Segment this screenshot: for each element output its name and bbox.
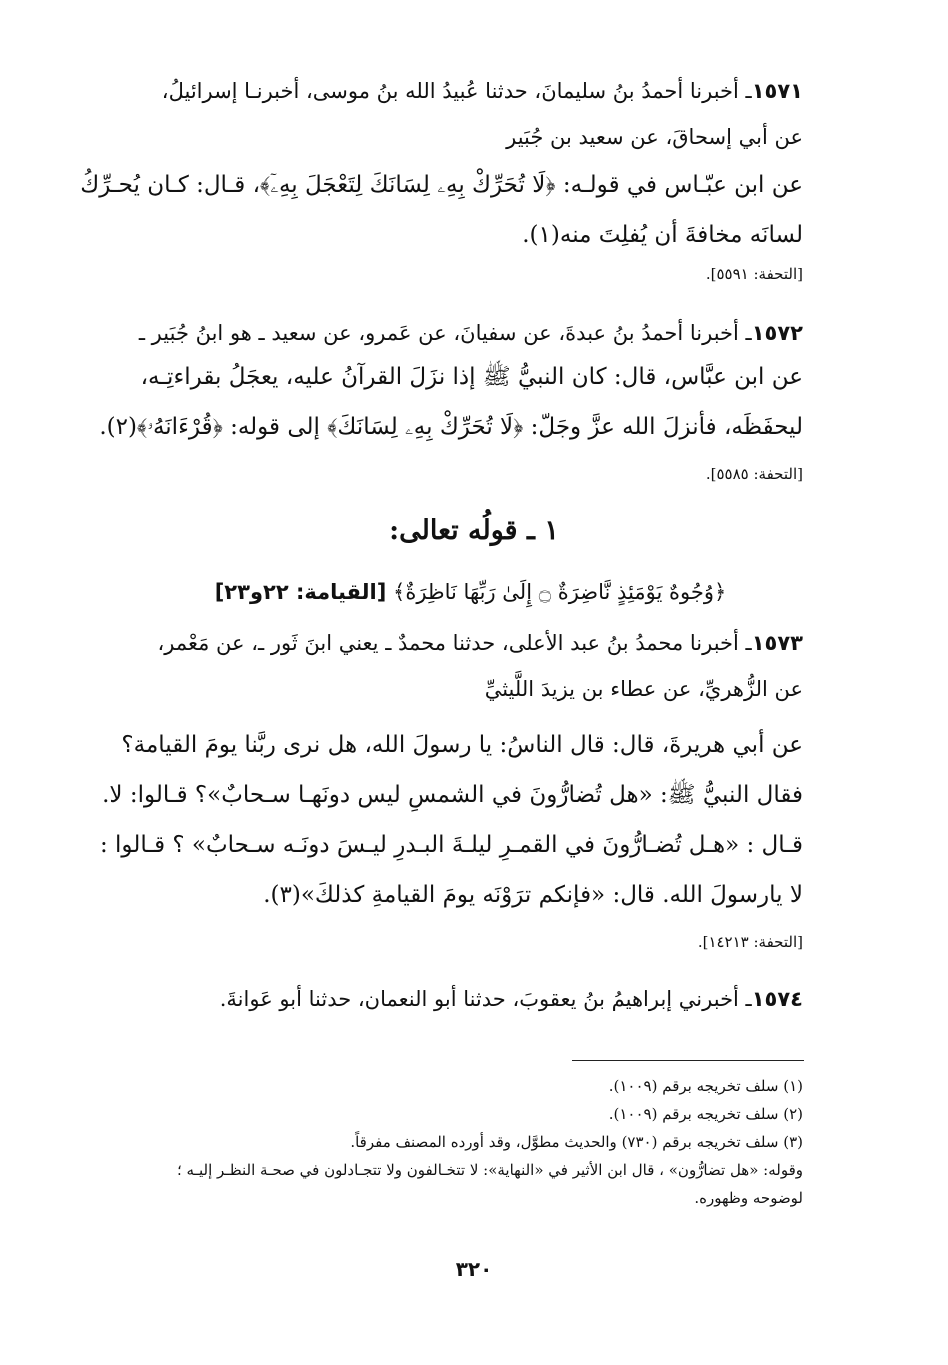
hadith-1573-matn: [99, 720, 803, 920]
tuhfa-reference: [التحفة: ١٤٢١٣].: [697, 933, 803, 951]
quran-verse-line: [138, 580, 803, 604]
hadith-isnad-line-1: ١٥٧٢ـ أخبرنا أحمدُ بنُ عبدةَ، عن سفيانَ، عن عَمرو، عن سعيد ـ هو ابنُ جُبَير ـ: [138, 321, 803, 345]
verse-reference: [القيامة: ٢٢و٢٣]: [214, 580, 387, 604]
hadith-number: ١٥٧١: [751, 79, 803, 103]
hadith-1571-matn: [80, 160, 803, 260]
hadith-1572-matn: [99, 352, 803, 452]
matn-line: عن ابن عبّـاس في قولـه: ﴿لَا تُحَرِّكْ بِهِۦ لِسَانَكَ لِتَعْجَلَ بِهِۦٓ﴾، قـال: كـان يُحـرِّكُ: [80, 172, 803, 198]
footnote-3-end: لوضوحه وظهوره.: [694, 1189, 803, 1207]
hadith-1574-isnad: [138, 976, 803, 1022]
hadith-1571-isnad: [138, 68, 803, 160]
hadith-number: ١٥٧٣: [751, 631, 803, 655]
matn-line: فقال النبيُّ ﷺ: «هل تُضارُّونَ في الشمسِ ليس دونَهـا سـحابٌ»؟ قـالوا: لا.: [102, 782, 803, 808]
matn-line: عن ابن عبَّاس، قال: كان النبيُّ ﷺ إذا نزَلَ القرآنُ عليه، يعجَلُ بقراءتِـه،: [140, 364, 803, 390]
matn-line: قـال : «هـل تُضـارُّونَ في القمـرِ ليلـةَ البـدرِ ليـسَ دونَـه سـحابٌ» ؟ قـالوا :: [99, 832, 803, 858]
hadith-1573-isnad: [138, 620, 803, 712]
tuhfa-reference: [التحفة: ٥٥٨٥].: [705, 465, 803, 483]
page-number: ٣٢٠: [455, 1257, 493, 1281]
matn-line: لا يارسولَ الله. قال: «فإنكم ترَوْنَه يومَ القيامةِ كذلكَ»(٣).: [263, 882, 803, 908]
footnote-3-continued: وقوله: «هل تضارُّون» ، قال ابن الأثير في «النهاية»: لا تتخـالفون ولا تتجـادلون في صحـة النظـر إليـه ؛: [177, 1161, 803, 1179]
footnote-2: (٢) سلف تخريجه برقم (١٠٠٩).: [608, 1105, 803, 1123]
matn-line: ليحفَظَه، فأنزلَ الله عزَّ وجَلّ: ﴿لَا تُحَرِّكْ بِهِۦ لِسَانَكَ﴾ إلى قوله: ﴿قُرْءَانَهُۥ﴾(٢).: [99, 414, 803, 440]
footnotes: [138, 1072, 803, 1212]
footnote-3: (٣) سلف تخريجه برقم (٧٣٠) والحديث مطوَّل، وقد أورده المصنف مفرقاً.: [350, 1133, 803, 1151]
hadith-isnad-line-1: ١٥٧١ـ أخبرنا أحمدُ بنُ سليمانَ، حدثنا عُبيدُ الله بنُ موسى، أخبرنـا إسرائيلُ،: [161, 79, 803, 103]
hadith-isnad-line-2: عن الزُّهريِّ، عن عطاء بن يزيدَ اللَّيثيِّ: [484, 677, 803, 701]
hadith-isnad-line-2: عن أبي إسحاقَ، عن سعيد بن جُبَير: [506, 125, 803, 149]
hadith-isnad-line-1: ١٥٧٤ـ أخبرني إبراهيمُ بنُ يعقوبَ، حدثنا أبو النعمان، حدثنا أبو عَوانةَ.: [219, 987, 803, 1011]
footnote-1: (١) سلف تخريجه برقم (١٠٠٩).: [608, 1077, 803, 1095]
hadith-isnad-line-1: ١٥٧٣ـ أخبرنا محمدُ بنُ عبد الأعلى، حدثنا محمدٌ ـ يعني ابنَ ثَور ـ، عن مَعْمر،: [157, 631, 803, 655]
quran-verse: ﴿وُجُوهٌ يَوْمَئِذٍ نَّاضِرَةٌ ۝ إِلَىٰ رَبِّهَا نَاظِرَةٌ﴾: [393, 580, 727, 604]
hadith-number: ١٥٧٤: [751, 987, 803, 1011]
matn-line: عن أبي هريرةَ، قال: قال الناسُ: يا رسولَ الله، هل نرى ربَّنا يومَ القيامة؟: [121, 732, 803, 758]
hadith-1572-isnad: [138, 310, 803, 356]
chapter-heading: ١ ـ قولُه تعالى:: [389, 515, 559, 546]
footnote-separator: [572, 1060, 804, 1061]
matn-line: لسانَه مخافةَ أن يُفلِتَ منه(١).: [522, 222, 803, 248]
hadith-number: ١٥٧٢: [751, 321, 803, 345]
tuhfa-reference: [التحفة: ٥٥٩١].: [705, 265, 803, 283]
